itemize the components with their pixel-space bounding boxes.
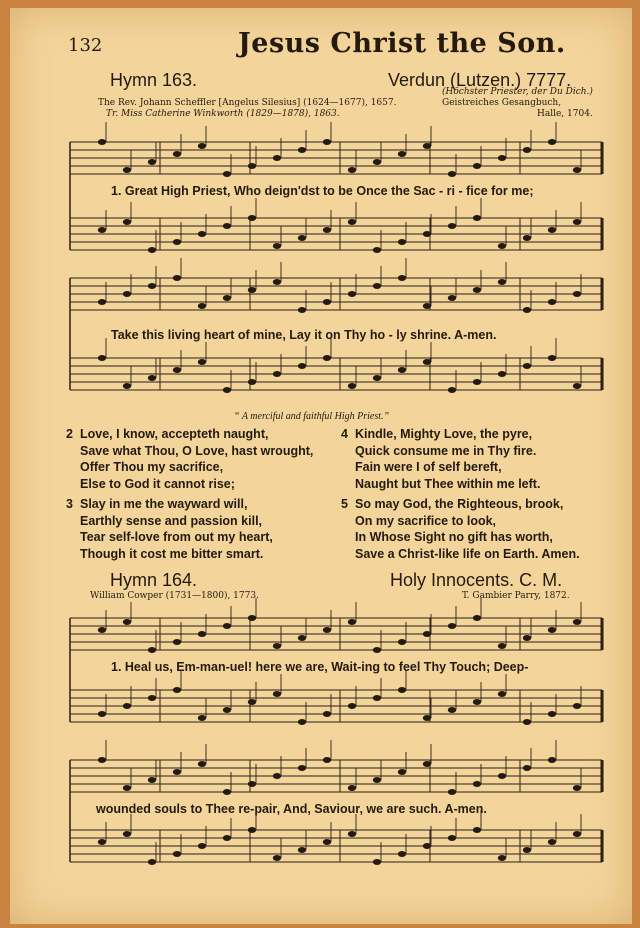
note-head [323, 355, 331, 361]
note-head [173, 367, 181, 373]
note-head [473, 615, 481, 621]
note-head [273, 155, 281, 161]
note-head [98, 355, 106, 361]
note-head [423, 761, 431, 767]
note-head [373, 859, 381, 865]
note-head [523, 307, 531, 313]
note-head [148, 647, 156, 653]
note-head [548, 757, 556, 763]
note-head [323, 299, 331, 305]
page-number: 132 [68, 35, 103, 56]
note-head [473, 379, 481, 385]
note-head [123, 167, 131, 173]
note-head [523, 147, 531, 153]
note-head [448, 707, 456, 713]
note-head [123, 831, 131, 837]
note-head [573, 291, 581, 297]
note-head [323, 757, 331, 763]
note-head [523, 235, 531, 241]
note-head [198, 231, 206, 237]
note-head [498, 243, 506, 249]
hymn-163-tune-source-2: Halle, 1704. [537, 109, 593, 119]
note-head [373, 159, 381, 165]
staff [70, 810, 602, 865]
note-head [398, 367, 406, 373]
hymn-163-tune: Verdun (Lutzen.) 7777. [388, 70, 572, 90]
note-head [573, 831, 581, 837]
note-head [173, 151, 181, 157]
note-head [223, 707, 231, 713]
note-head [498, 643, 506, 649]
note-head [398, 639, 406, 645]
note-head [448, 295, 456, 301]
note-head [548, 711, 556, 717]
staff [70, 122, 602, 177]
note-head [98, 299, 106, 305]
note-head [273, 243, 281, 249]
note-head [373, 777, 381, 783]
note-head [173, 639, 181, 645]
note-head [148, 283, 156, 289]
note-head [248, 615, 256, 621]
note-head [173, 275, 181, 281]
note-head [398, 769, 406, 775]
note-head [573, 785, 581, 791]
note-head [473, 827, 481, 833]
note-head [248, 699, 256, 705]
stanza-4: 4 Kindle, Mighty Love, the pyre, Quick consume me in Thy fire. Fain were I of self bereft, Naught but Thee within me left. [341, 427, 541, 491]
hymn-163-caption: “ A merciful and faithful High Priest.” [234, 411, 390, 422]
note-head [548, 139, 556, 145]
note-head [398, 851, 406, 857]
note-head [548, 839, 556, 845]
note-head [348, 619, 356, 625]
note-head [373, 247, 381, 253]
note-head [448, 387, 456, 393]
hymn-164-composer: T. Gambier Parry, 1872. [462, 591, 570, 601]
staff [70, 338, 602, 393]
note-head [323, 711, 331, 717]
hymn-164-number: Hymn 164. [110, 570, 198, 590]
note-head [423, 715, 431, 721]
note-head [123, 619, 131, 625]
staff [70, 198, 602, 253]
note-head [523, 765, 531, 771]
hymn-164-tune: Holy Innocents. C. M. [390, 570, 563, 590]
note-head [123, 383, 131, 389]
note-head [223, 171, 231, 177]
note-head [573, 167, 581, 173]
note-head [473, 287, 481, 293]
note-head [423, 231, 431, 237]
note-head [398, 239, 406, 245]
note-head [423, 843, 431, 849]
note-head [498, 773, 506, 779]
note-head [223, 387, 231, 393]
note-head [573, 619, 581, 625]
note-head [248, 287, 256, 293]
hymn-164-lyric-line-2: wounded souls to Thee re-pair, And, Saviour, we are such. A-men. [96, 802, 487, 816]
note-head [373, 283, 381, 289]
note-head [248, 379, 256, 385]
hymnal-page [10, 8, 632, 924]
note-head [298, 847, 306, 853]
note-head [298, 765, 306, 771]
note-head [198, 359, 206, 365]
note-head [348, 167, 356, 173]
page-heading: Jesus Christ the Son. [238, 28, 566, 59]
hymn-164-author: William Cowper (1731—1800), 1773. [90, 591, 259, 601]
note-head [498, 279, 506, 285]
hymn-163-tune-source: Geistreiches Gesangbuch, [442, 98, 562, 108]
hymn-163-lyric-line-1: 1. Great High Priest, Who deign'dst to be Once the Sac - ri - fice for me; [111, 184, 534, 198]
note-head [98, 627, 106, 633]
note-head [123, 703, 131, 709]
note-head [123, 785, 131, 791]
hymn-163-translator: Tr. Miss Catherine Winkworth (1829—1878), 1863. [106, 109, 340, 119]
note-head [473, 781, 481, 787]
note-head [523, 847, 531, 853]
note-head [348, 831, 356, 837]
note-head [298, 235, 306, 241]
note-head [448, 171, 456, 177]
note-head [198, 761, 206, 767]
note-head [273, 855, 281, 861]
note-head [323, 839, 331, 845]
note-head [548, 227, 556, 233]
note-head [298, 307, 306, 313]
note-head [198, 843, 206, 849]
note-head [173, 769, 181, 775]
note-head [273, 279, 281, 285]
note-head [348, 219, 356, 225]
note-head [498, 155, 506, 161]
note-head [448, 789, 456, 795]
note-head [223, 223, 231, 229]
note-head [448, 835, 456, 841]
note-head [173, 239, 181, 245]
note-head [373, 647, 381, 653]
note-head [298, 363, 306, 369]
note-head [248, 163, 256, 169]
note-head [548, 299, 556, 305]
note-head [248, 781, 256, 787]
note-head [423, 143, 431, 149]
stanza-5: 5 So may God, the Righteous, brook, On my sacrifice to look, In Whose Sight no gift has worth, Save a Christ-like life on Earth. Amen. [341, 497, 580, 561]
note-head [148, 247, 156, 253]
note-head [123, 291, 131, 297]
stanza-2: 2 Love, I know, accepteth naught, Save what Thou, O Love, hast wrought, Offer Thou my sacrifice, Else to God it cannot rise; [66, 427, 314, 491]
note-head [573, 219, 581, 225]
note-head [173, 687, 181, 693]
note-head [198, 715, 206, 721]
note-head [523, 635, 531, 641]
note-head [223, 835, 231, 841]
note-head [223, 623, 231, 629]
note-head [223, 295, 231, 301]
note-head [473, 163, 481, 169]
note-head [273, 773, 281, 779]
note-head [273, 643, 281, 649]
hymn-164-lyric-line-1: 1. Heal us, Em-man-uel! here we are, Wait-ing to feel Thy Touch; Deep- [111, 660, 529, 674]
note-head [323, 227, 331, 233]
note-head [498, 691, 506, 697]
note-head [323, 627, 331, 633]
note-head [398, 687, 406, 693]
note-head [223, 789, 231, 795]
hymn-163-tune-note: (Höchster Priester, der Du Dich.) [442, 87, 593, 97]
note-head [398, 275, 406, 281]
note-head [298, 147, 306, 153]
note-head [148, 375, 156, 381]
hymn-163-lyric-line-2: Take this living heart of mine, Lay it on Thy ho - ly shrine. A-men. [111, 328, 497, 342]
note-head [348, 291, 356, 297]
hymn-163-author: The Rev. Johann Scheffler [Angelus Silesius] (1624—1677), 1657. [98, 98, 397, 108]
note-head [248, 215, 256, 221]
note-head [123, 219, 131, 225]
note-head [498, 371, 506, 377]
note-head [423, 631, 431, 637]
note-head [448, 223, 456, 229]
note-head [98, 711, 106, 717]
note-head [473, 215, 481, 221]
note-head [523, 363, 531, 369]
note-head [198, 631, 206, 637]
note-head [348, 383, 356, 389]
note-head [548, 627, 556, 633]
note-head [148, 859, 156, 865]
note-head [98, 139, 106, 145]
note-head [348, 703, 356, 709]
note-head [573, 703, 581, 709]
staff [70, 258, 602, 313]
note-head [273, 371, 281, 377]
note-head [98, 757, 106, 763]
note-head [348, 785, 356, 791]
note-head [148, 777, 156, 783]
note-head [173, 851, 181, 857]
note-head [523, 719, 531, 725]
note-head [373, 375, 381, 381]
stanza-3: 3 Slay in me the wayward will, Earthly sense and passion kill, Tear self-love from out my heart, Though it cost me bitter smart. [66, 497, 273, 561]
note-head [98, 227, 106, 233]
note-head [198, 143, 206, 149]
note-head [423, 303, 431, 309]
staff [70, 670, 602, 725]
note-head [148, 695, 156, 701]
note-head [198, 303, 206, 309]
note-head [298, 635, 306, 641]
note-head [323, 139, 331, 145]
staff [70, 740, 602, 795]
hymn-163-number: Hymn 163. [110, 70, 198, 90]
note-head [498, 855, 506, 861]
note-head [423, 359, 431, 365]
note-head [373, 695, 381, 701]
note-head [273, 691, 281, 697]
staff [70, 598, 602, 653]
note-head [548, 355, 556, 361]
note-head [448, 623, 456, 629]
note-head [573, 383, 581, 389]
note-head [148, 159, 156, 165]
note-head [398, 151, 406, 157]
note-head [298, 719, 306, 725]
note-head [98, 839, 106, 845]
note-head [248, 827, 256, 833]
note-head [473, 699, 481, 705]
